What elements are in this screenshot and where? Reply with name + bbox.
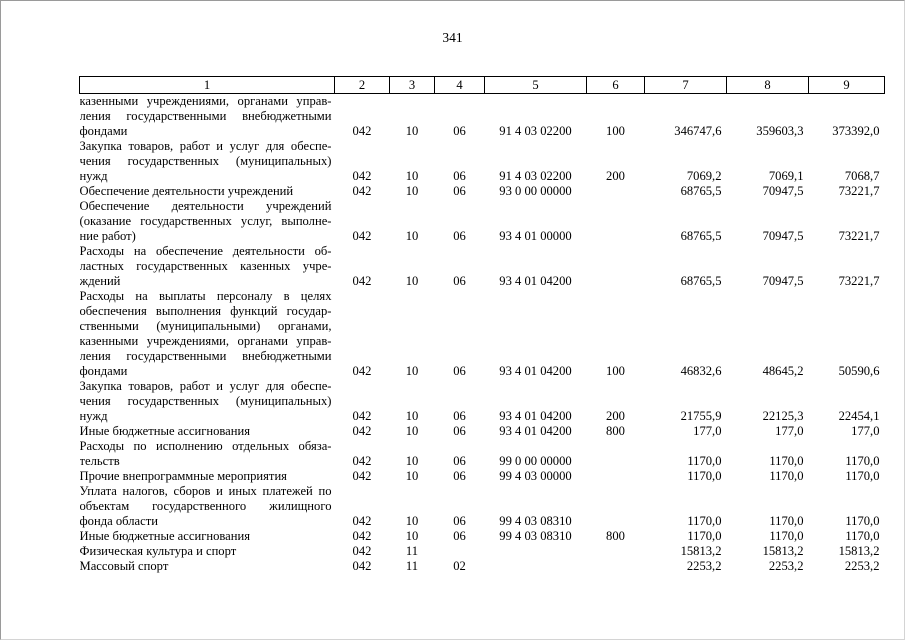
expense-name-line: обеспечения выполнения функций государ- xyxy=(79,304,332,318)
amount-year1-cell: 68765,5 xyxy=(680,229,722,243)
amount-year3-cell: 373392,0 xyxy=(832,124,880,138)
expense-name-line: ние работ) xyxy=(79,229,136,243)
amount-year3-cell: 15813,2 xyxy=(838,544,880,558)
expense-name-line: ственными (муниципальными) органами, xyxy=(79,319,332,333)
ministry-code-cell: 042 xyxy=(352,469,372,483)
budget-table xyxy=(79,76,885,574)
subsection-cell: 06 xyxy=(453,469,466,483)
target-article-cell: 99 4 03 08310 xyxy=(499,514,572,528)
expense-type-cell: 800 xyxy=(606,424,625,438)
expense-name-cell xyxy=(80,424,335,439)
amount-year3-cell: 22454,1 xyxy=(838,409,880,423)
column-header: 6 xyxy=(587,77,645,94)
subsection-cell: 06 xyxy=(453,274,466,288)
amount-year2-cell: 7069,1 xyxy=(768,169,804,183)
expense-type-cell: 100 xyxy=(606,124,625,138)
target-article-cell: 93 4 01 04200 xyxy=(499,424,572,438)
ministry-code-cell: 042 xyxy=(352,529,372,543)
ministry-code-cell: 042 xyxy=(352,169,372,183)
expense-name-cell xyxy=(80,529,335,544)
expense-name-line: Уплата налогов, сборов и иных платежей по xyxy=(79,484,332,498)
expense-name-line: Прочие внепрограммные мероприятия xyxy=(79,469,287,483)
ministry-code-cell: 042 xyxy=(352,454,372,468)
table-row xyxy=(80,199,885,244)
table-row xyxy=(80,424,885,439)
subsection-cell: 06 xyxy=(453,514,466,528)
expense-name-line: Закупка товаров, работ и услуг для обеспе- xyxy=(79,379,332,393)
ministry-code-cell: 042 xyxy=(352,559,372,573)
target-article-cell: 99 4 03 00000 xyxy=(499,469,572,483)
expense-type-cell xyxy=(587,184,645,199)
expense-type-cell: 200 xyxy=(606,169,625,183)
column-header: 4 xyxy=(435,77,485,94)
expense-name-line: Массовый спорт xyxy=(79,559,169,573)
column-header: 5 xyxy=(485,77,587,94)
expense-name-cell xyxy=(80,544,335,559)
subsection-cell: 06 xyxy=(453,169,466,183)
amount-year2-cell: 2253,2 xyxy=(768,559,804,573)
expense-name-line: Расходы на выплаты персоналу в целях xyxy=(79,289,332,303)
amount-year1-cell: 177,0 xyxy=(693,424,722,438)
expense-name-cell xyxy=(80,559,335,574)
ministry-code-cell: 042 xyxy=(352,514,372,528)
subsection-cell: 06 xyxy=(453,364,466,378)
expense-name-line: казенными учреждениями, органами управ- xyxy=(79,94,332,108)
ministry-code-cell: 042 xyxy=(352,229,372,243)
expense-type-cell xyxy=(587,244,645,289)
expense-name-cell xyxy=(80,94,335,140)
expense-name-cell xyxy=(80,439,335,469)
expense-type-cell xyxy=(587,559,645,574)
column-header: 9 xyxy=(809,77,885,94)
expense-type-cell xyxy=(587,439,645,469)
expense-name-cell xyxy=(80,289,335,379)
ministry-code-cell: 042 xyxy=(352,424,372,438)
amount-year2-cell: 15813,2 xyxy=(762,544,804,558)
amount-year1-cell: 346747,6 xyxy=(674,124,722,138)
expense-type-cell xyxy=(587,199,645,244)
expense-name-cell xyxy=(80,199,335,244)
expense-name-line: Иные бюджетные ассигнования xyxy=(79,424,251,438)
table-row xyxy=(80,439,885,469)
expense-name-line: объектам государственного жилищного xyxy=(79,499,332,513)
amount-year2-cell: 70947,5 xyxy=(762,229,804,243)
target-article-cell: 93 4 01 04200 xyxy=(499,274,572,288)
expense-name-cell xyxy=(80,184,335,199)
subsection-cell: 02 xyxy=(453,559,466,573)
ministry-code-cell: 042 xyxy=(352,364,372,378)
section-cell: 10 xyxy=(405,169,419,183)
expense-name-line: чения государственных (муниципальных) xyxy=(79,154,332,168)
expense-name-line: фондами xyxy=(79,124,128,138)
section-cell: 10 xyxy=(405,124,419,138)
table-row xyxy=(80,544,885,559)
amount-year1-cell: 1170,0 xyxy=(687,469,722,483)
ministry-code-cell: 042 xyxy=(352,124,372,138)
target-article-cell: 99 0 00 00000 xyxy=(499,454,572,468)
table-row xyxy=(80,529,885,544)
expense-type-cell: 800 xyxy=(606,529,625,543)
amount-year3-cell: 2253,2 xyxy=(844,559,880,573)
expense-name-line: Обеспечение деятельности учреждений xyxy=(79,184,294,198)
expense-name-cell xyxy=(80,484,335,529)
expense-type-cell: 200 xyxy=(606,409,625,423)
amount-year3-cell: 177,0 xyxy=(851,424,880,438)
expense-name-cell xyxy=(80,244,335,289)
target-article-cell xyxy=(485,559,587,574)
expense-name-line: тельств xyxy=(79,454,120,468)
expense-name-line: Расходы на обеспечение деятельности об- xyxy=(79,244,332,258)
subsection-cell: 06 xyxy=(453,409,466,423)
ministry-code-cell: 042 xyxy=(352,184,372,198)
expense-name-line: (оказание государственных услуг, выполне- xyxy=(79,214,332,228)
expense-type-cell xyxy=(587,484,645,529)
expense-name-cell xyxy=(80,139,335,184)
expense-name-cell xyxy=(80,379,335,424)
table-row xyxy=(80,94,885,140)
section-cell: 10 xyxy=(405,514,419,528)
amount-year2-cell: 1170,0 xyxy=(769,529,804,543)
expense-name-line: Расходы по исполнению отдельных обяза- xyxy=(79,439,332,453)
subsection-cell: 06 xyxy=(453,424,466,438)
amount-year3-cell: 7068,7 xyxy=(844,169,880,183)
table-row xyxy=(80,379,885,424)
amount-year1-cell: 1170,0 xyxy=(687,529,722,543)
amount-year1-cell: 15813,2 xyxy=(680,544,722,558)
amount-year2-cell: 22125,3 xyxy=(762,409,804,423)
amount-year3-cell: 1170,0 xyxy=(845,514,880,528)
table-row xyxy=(80,289,885,379)
table-row xyxy=(80,184,885,199)
target-article-cell: 91 4 03 02200 xyxy=(499,124,572,138)
target-article-cell: 91 4 03 02200 xyxy=(499,169,572,183)
amount-year3-cell: 1170,0 xyxy=(845,469,880,483)
expense-type-cell: 100 xyxy=(606,364,625,378)
expense-name-line: Физическая культура и спорт xyxy=(79,544,237,558)
column-header: 1 xyxy=(80,77,335,94)
expense-name-cell xyxy=(80,469,335,484)
section-cell: 11 xyxy=(405,559,419,573)
subsection-cell xyxy=(435,544,485,559)
ministry-code-cell: 042 xyxy=(352,274,372,288)
amount-year2-cell: 48645,2 xyxy=(762,364,804,378)
amount-year3-cell: 73221,7 xyxy=(838,184,880,198)
section-cell: 10 xyxy=(405,184,419,198)
amount-year1-cell: 1170,0 xyxy=(687,514,722,528)
amount-year3-cell: 50590,6 xyxy=(838,364,880,378)
amount-year1-cell: 1170,0 xyxy=(687,454,722,468)
expense-name-line: Обеспечение деятельности учреждений xyxy=(79,199,332,213)
subsection-cell: 06 xyxy=(453,529,466,543)
column-header: 8 xyxy=(727,77,809,94)
subsection-cell: 06 xyxy=(453,229,466,243)
expense-name-line: нужд xyxy=(79,169,108,183)
target-article-cell: 93 0 00 00000 xyxy=(499,184,572,198)
table-row xyxy=(80,244,885,289)
section-cell: 10 xyxy=(405,424,419,438)
target-article-cell: 99 4 03 08310 xyxy=(499,529,572,543)
column-header: 7 xyxy=(645,77,727,94)
section-cell: 10 xyxy=(405,454,419,468)
amount-year3-cell: 1170,0 xyxy=(845,529,880,543)
target-article-cell: 93 4 01 04200 xyxy=(499,409,572,423)
amount-year2-cell: 70947,5 xyxy=(762,184,804,198)
expense-type-cell xyxy=(587,469,645,484)
column-header: 2 xyxy=(335,77,390,94)
table-row xyxy=(80,484,885,529)
amount-year1-cell: 68765,5 xyxy=(680,274,722,288)
expense-name-line: ластных государственных казенных учре- xyxy=(79,259,332,273)
table-row xyxy=(80,139,885,184)
amount-year1-cell: 68765,5 xyxy=(680,184,722,198)
amount-year2-cell: 70947,5 xyxy=(762,274,804,288)
expense-name-line: казенными учреждениями, органами управ- xyxy=(79,334,332,348)
expense-name-line: фонда области xyxy=(79,514,158,528)
expense-name-line: ждений xyxy=(79,274,121,288)
section-cell: 10 xyxy=(405,229,419,243)
ministry-code-cell: 042 xyxy=(352,544,372,558)
target-article-cell: 93 4 01 00000 xyxy=(499,229,572,243)
table-row xyxy=(80,469,885,484)
amount-year3-cell: 73221,7 xyxy=(838,229,880,243)
expense-name-line: Иные бюджетные ассигнования xyxy=(79,529,251,543)
amount-year1-cell: 7069,2 xyxy=(686,169,722,183)
ministry-code-cell: 042 xyxy=(352,409,372,423)
target-article-cell xyxy=(485,544,587,559)
subsection-cell: 06 xyxy=(453,184,466,198)
amount-year1-cell: 2253,2 xyxy=(686,559,722,573)
amount-year2-cell: 1170,0 xyxy=(769,514,804,528)
amount-year2-cell: 1170,0 xyxy=(769,469,804,483)
expense-name-line: нужд xyxy=(79,409,108,423)
target-article-cell: 93 4 01 04200 xyxy=(499,364,572,378)
expense-name-line: Закупка товаров, работ и услуг для обеспе- xyxy=(79,139,332,153)
section-cell: 10 xyxy=(405,274,419,288)
section-cell: 10 xyxy=(405,529,419,543)
page-number: 341 xyxy=(442,30,463,45)
table-header-row xyxy=(80,77,885,94)
expense-name-line: фондами xyxy=(79,364,128,378)
expense-type-cell xyxy=(587,544,645,559)
amount-year1-cell: 46832,6 xyxy=(680,364,722,378)
subsection-cell: 06 xyxy=(453,124,466,138)
expense-name-line: чения государственных (муниципальных) xyxy=(79,394,332,408)
expense-name-line: ления государственными внебюджетными xyxy=(79,109,332,123)
amount-year1-cell: 21755,9 xyxy=(680,409,722,423)
table-row xyxy=(80,559,885,574)
section-cell: 10 xyxy=(405,409,419,423)
expense-name-line: ления государственными внебюджетными xyxy=(79,349,332,363)
amount-year2-cell: 177,0 xyxy=(775,424,804,438)
amount-year2-cell: 1170,0 xyxy=(769,454,804,468)
section-cell: 10 xyxy=(405,364,419,378)
section-cell: 11 xyxy=(405,544,419,558)
amount-year2-cell: 359603,3 xyxy=(756,124,804,138)
subsection-cell: 06 xyxy=(453,454,466,468)
amount-year3-cell: 1170,0 xyxy=(845,454,880,468)
column-header: 3 xyxy=(390,77,435,94)
amount-year3-cell: 73221,7 xyxy=(838,274,880,288)
section-cell: 10 xyxy=(405,469,419,483)
